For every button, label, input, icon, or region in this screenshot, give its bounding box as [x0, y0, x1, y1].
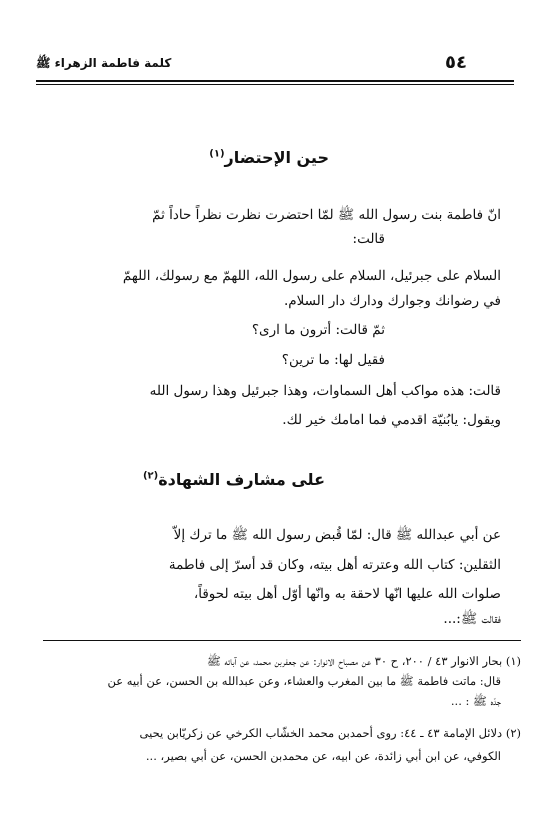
- header-rule-thin: [36, 84, 514, 85]
- page-number: ٥٤: [445, 52, 467, 73]
- section2-heading: [143, 470, 325, 489]
- footnote-1-line-1: (١) بحار الانوار ٤٣ / ٢٠٠، ح ٣٠ عن مصباح الانوار: عن جعفربن محمد، عن آبائه ﷺ: [206, 654, 521, 668]
- footnote-rule: [43, 640, 521, 641]
- footnote-1-line-3: جدّه ﷺ : ...: [450, 694, 501, 708]
- s1-line-7: قالت: هذه مواكب أهل السماوات، وهذا جبرئيل وهذا رسول الله: [149, 383, 501, 399]
- header-rule-thick: [36, 80, 514, 82]
- section2-note-mark: (٢): [142, 470, 159, 482]
- footnote-1-line-2: قال: ماتت فاطمة ﷺ ما بين المغرب والعشاء، وعن عبدالله بن الحسن، عن أبيه عن: [107, 674, 501, 688]
- section1-heading-text: حين الإحتضار: [224, 148, 329, 167]
- s2-line-1: عن أبي عبدالله ﷺ قال: لمّا قُبض رسول الله ﷺ ما ترك إلاّ: [173, 527, 501, 543]
- footnote-2-line-2: الكوفي، عن ابن أبي زائدة، عن ابيه، عن محمدبن الحسن، عن أبي بصير، ...: [145, 749, 501, 763]
- running-title: كلمة فاطمة الزهراء ﷺ: [36, 56, 172, 70]
- s2-line-4: فقالت ﷺ:...: [443, 611, 501, 627]
- s1-line-3: السلام على جبرئيل، السلام على رسول الله، اللهمّ مع رسولك، اللهمّ: [122, 268, 501, 284]
- s2-line-2: الثقلين: كتاب الله وعترته أهل بيته، وكان قد أسرّ إلى فاطمة: [168, 557, 501, 573]
- s1-line-2: قالت:: [352, 231, 385, 247]
- footnote-2-line-1: (٢) دلائل الإمامة ٤٣ ـ ٤٤: روى أحمدبن محمد الخشّاب الكرخي عن زكريّابن يحيى: [139, 726, 521, 740]
- s1-line-4: في رضوانك وجوارك ودارك دار السلام.: [283, 293, 501, 309]
- s1-line-5: ثمّ قالت: أترون ما ارى؟: [251, 322, 385, 338]
- section1-heading: [209, 148, 329, 167]
- s1-line-8: ويقول: يابُنيّة اقدمي فما امامك خير لك.: [282, 412, 501, 428]
- s1-line-6: فقيل لها: ما ترين؟: [281, 352, 385, 368]
- s1-line-1: انّ فاطمة بنت رسول الله ﷺ لمّا احتضرت نظرت نظراً حاداً ثمّ: [152, 207, 501, 223]
- section1-note-mark: (١): [209, 148, 225, 160]
- s2-line-3: صلوات الله عليها انّها لاحقة به وانّها أوّل أهل بيته لحوقاً،: [193, 586, 501, 602]
- section2-heading-text: على مشارف الشهادة: [158, 470, 325, 489]
